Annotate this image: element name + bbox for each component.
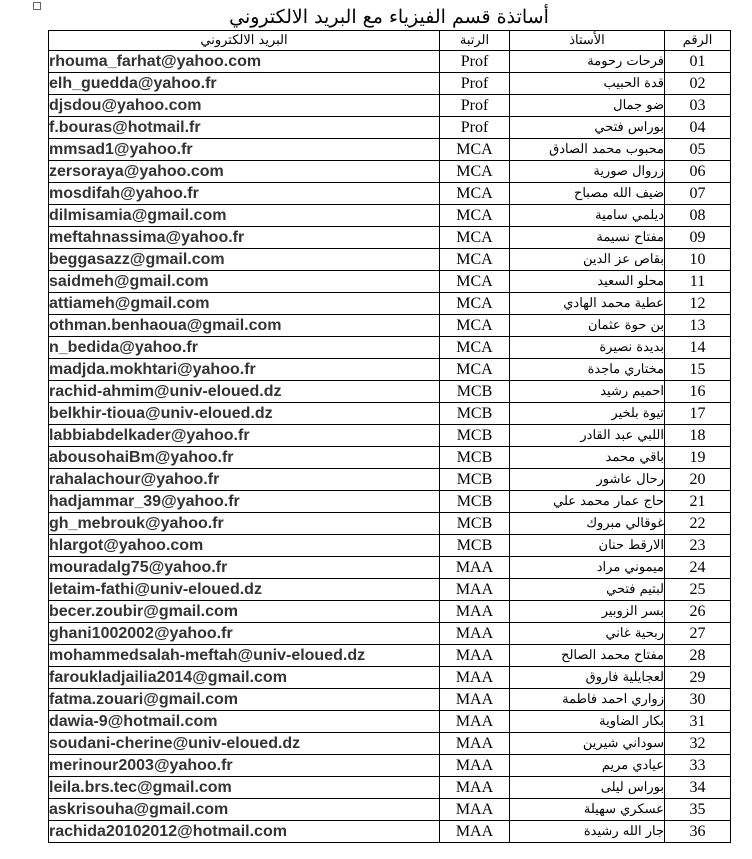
email-cell: dilmisamia@gmail.com <box>49 205 440 227</box>
number-cell: 18 <box>665 425 731 447</box>
name-cell: بسر الزوبير <box>510 601 665 623</box>
email-cell: becer.zoubir@gmail.com <box>49 601 440 623</box>
rank-cell: MCA <box>440 293 510 315</box>
number-cell: 25 <box>665 579 731 601</box>
page-corner-marker <box>33 2 41 10</box>
rank-cell: MCA <box>440 139 510 161</box>
name-cell: مفتاح محمد الصالح <box>510 645 665 667</box>
table-row <box>49 359 731 381</box>
number-cell: 20 <box>665 469 731 491</box>
number-cell: 29 <box>665 667 731 689</box>
rank-cell: MCB <box>440 447 510 469</box>
rank-cell: MAA <box>440 777 510 799</box>
email-cell: othman.benhaoua@gmail.com <box>49 315 440 337</box>
rank-cell: MAA <box>440 557 510 579</box>
number-cell: 33 <box>665 755 731 777</box>
rank-cell: MCB <box>440 425 510 447</box>
name-cell: بقاص عز الدين <box>510 249 665 271</box>
name-cell: قدة الحبيب <box>510 73 665 95</box>
name-cell: مفتاح نسيمة <box>510 227 665 249</box>
email-cell: faroukladjailia2014@gmail.com <box>49 667 440 689</box>
table-body <box>49 51 731 843</box>
rank-cell: Prof <box>440 95 510 117</box>
table-row <box>49 51 731 73</box>
number-cell: 05 <box>665 139 731 161</box>
email-cell: rhouma_farhat@yahoo.com <box>49 51 440 73</box>
name-cell: ضو جمال <box>510 95 665 117</box>
table-row <box>49 117 731 139</box>
table-row <box>49 469 731 491</box>
number-cell: 17 <box>665 403 731 425</box>
rank-cell: MAA <box>440 645 510 667</box>
number-cell: 01 <box>665 51 731 73</box>
table-row <box>49 689 731 711</box>
email-cell: attiameh@gmail.com <box>49 293 440 315</box>
rank-cell: MCB <box>440 381 510 403</box>
name-cell: الارقط حنان <box>510 535 665 557</box>
name-cell: محلو السعيد <box>510 271 665 293</box>
name-cell: بوراس ليلى <box>510 777 665 799</box>
table-row <box>49 733 731 755</box>
table-row <box>49 95 731 117</box>
rank-cell: MCA <box>440 205 510 227</box>
rank-cell: MCB <box>440 469 510 491</box>
table-row <box>49 535 731 557</box>
rank-cell: MCB <box>440 403 510 425</box>
name-cell: احميم رشيد <box>510 381 665 403</box>
email-cell: mohammedsalah-meftah@univ-eloued.dz <box>49 645 440 667</box>
number-cell: 24 <box>665 557 731 579</box>
table-row <box>49 579 731 601</box>
name-cell: بكار الضاوية <box>510 711 665 733</box>
email-cell: saidmeh@gmail.com <box>49 271 440 293</box>
rank-cell: MAA <box>440 667 510 689</box>
number-cell: 12 <box>665 293 731 315</box>
rank-cell: MAA <box>440 733 510 755</box>
table-header-row <box>49 31 731 51</box>
table-row <box>49 557 731 579</box>
name-cell: جار الله رشيدة <box>510 821 665 843</box>
email-cell: djsdou@yahoo.com <box>49 95 440 117</box>
rank-cell: MAA <box>440 711 510 733</box>
email-cell: labbiabdelkader@yahoo.fr <box>49 425 440 447</box>
email-cell: beggasazz@gmail.com <box>49 249 440 271</box>
email-cell: merinour2003@yahoo.fr <box>49 755 440 777</box>
name-cell: لعجايلية فاروق <box>510 667 665 689</box>
table-row <box>49 403 731 425</box>
email-cell: mmsad1@yahoo.fr <box>49 139 440 161</box>
email-cell: n_bedida@yahoo.fr <box>49 337 440 359</box>
number-cell: 26 <box>665 601 731 623</box>
header-rank: الرتبة <box>440 31 510 51</box>
number-cell: 06 <box>665 161 731 183</box>
table-row <box>49 337 731 359</box>
header-number: الرقم <box>665 31 731 51</box>
rank-cell: MAA <box>440 821 510 843</box>
rank-cell: Prof <box>440 51 510 73</box>
name-cell: سوداني شيرين <box>510 733 665 755</box>
staff-email-table <box>48 30 731 843</box>
table-row <box>49 161 731 183</box>
table-row <box>49 491 731 513</box>
name-cell: حاج عمار محمد علي <box>510 491 665 513</box>
email-cell: askrisouha@gmail.com <box>49 799 440 821</box>
number-cell: 30 <box>665 689 731 711</box>
rank-cell: MCB <box>440 513 510 535</box>
header-name: الأستاذ <box>510 31 665 51</box>
name-cell: باقي محمد <box>510 447 665 469</box>
email-cell: rachida20102012@hotmail.com <box>49 821 440 843</box>
email-cell: dawia-9@hotmail.com <box>49 711 440 733</box>
name-cell: بوراس فتحي <box>510 117 665 139</box>
rank-cell: MAA <box>440 623 510 645</box>
rank-cell: MCA <box>440 315 510 337</box>
number-cell: 13 <box>665 315 731 337</box>
number-cell: 34 <box>665 777 731 799</box>
email-cell: rahalachour@yahoo.fr <box>49 469 440 491</box>
table-row <box>49 601 731 623</box>
rank-cell: MAA <box>440 755 510 777</box>
name-cell: ديلمي سامية <box>510 205 665 227</box>
table-row <box>49 425 731 447</box>
table-row <box>49 315 731 337</box>
table-row <box>49 271 731 293</box>
number-cell: 15 <box>665 359 731 381</box>
email-cell: abousohaiBm@yahoo.fr <box>49 447 440 469</box>
email-cell: letaim-fathi@univ-eloued.dz <box>49 579 440 601</box>
table-row <box>49 645 731 667</box>
table-row <box>49 667 731 689</box>
name-cell: مختاري ماجدة <box>510 359 665 381</box>
email-cell: madjda.mokhtari@yahoo.fr <box>49 359 440 381</box>
number-cell: 32 <box>665 733 731 755</box>
table-row <box>49 711 731 733</box>
name-cell: محبوب محمد الصادق <box>510 139 665 161</box>
name-cell: ضيف الله مصباح <box>510 183 665 205</box>
rank-cell: MAA <box>440 689 510 711</box>
table-row <box>49 139 731 161</box>
table-row <box>49 821 731 843</box>
email-cell: leila.brs.tec@gmail.com <box>49 777 440 799</box>
name-cell: ربحية غاني <box>510 623 665 645</box>
number-cell: 21 <box>665 491 731 513</box>
email-cell: elh_guedda@yahoo.fr <box>49 73 440 95</box>
number-cell: 19 <box>665 447 731 469</box>
email-cell: gh_mebrouk@yahoo.fr <box>49 513 440 535</box>
rank-cell: MCA <box>440 337 510 359</box>
number-cell: 10 <box>665 249 731 271</box>
table-row <box>49 777 731 799</box>
rank-cell: MCA <box>440 227 510 249</box>
name-cell: عطية محمد الهادي <box>510 293 665 315</box>
name-cell: بديدة نصيرة <box>510 337 665 359</box>
name-cell: تيوة بلخير <box>510 403 665 425</box>
name-cell: ميموني مراد <box>510 557 665 579</box>
table-row <box>49 249 731 271</box>
rank-cell: MAA <box>440 601 510 623</box>
name-cell: فرحات رحومة <box>510 51 665 73</box>
name-cell: لبتيم فتحي <box>510 579 665 601</box>
number-cell: 07 <box>665 183 731 205</box>
number-cell: 23 <box>665 535 731 557</box>
email-cell: belkhir-tioua@univ-eloued.dz <box>49 403 440 425</box>
number-cell: 28 <box>665 645 731 667</box>
number-cell: 36 <box>665 821 731 843</box>
table-row <box>49 227 731 249</box>
rank-cell: Prof <box>440 73 510 95</box>
email-cell: rachid-ahmim@univ-eloued.dz <box>49 381 440 403</box>
email-cell: hlargot@yahoo.com <box>49 535 440 557</box>
rank-cell: MAA <box>440 579 510 601</box>
number-cell: 27 <box>665 623 731 645</box>
email-cell: mouradalg75@yahoo.fr <box>49 557 440 579</box>
number-cell: 04 <box>665 117 731 139</box>
table-row <box>49 799 731 821</box>
number-cell: 14 <box>665 337 731 359</box>
document-title: أساتذة قسم الفيزياء مع البريد الالكتروني <box>229 6 549 28</box>
email-cell: soudani-cherine@univ-eloued.dz <box>49 733 440 755</box>
header-email: البريد الالكتروني <box>49 31 440 51</box>
number-cell: 35 <box>665 799 731 821</box>
number-cell: 08 <box>665 205 731 227</box>
table-row <box>49 447 731 469</box>
email-cell: f.bouras@hotmail.fr <box>49 117 440 139</box>
table-row <box>49 293 731 315</box>
table-row <box>49 755 731 777</box>
rank-cell: MCA <box>440 271 510 293</box>
number-cell: 16 <box>665 381 731 403</box>
email-cell: meftahnassima@yahoo.fr <box>49 227 440 249</box>
name-cell: غوقالي مبروك <box>510 513 665 535</box>
number-cell: 22 <box>665 513 731 535</box>
rank-cell: MCA <box>440 249 510 271</box>
table-row <box>49 183 731 205</box>
email-cell: hadjammar_39@yahoo.fr <box>49 491 440 513</box>
email-cell: fatma.zouari@gmail.com <box>49 689 440 711</box>
name-cell: بن حوة عثمان <box>510 315 665 337</box>
rank-cell: MCA <box>440 161 510 183</box>
number-cell: 03 <box>665 95 731 117</box>
name-cell: زروال صورية <box>510 161 665 183</box>
table-row <box>49 205 731 227</box>
number-cell: 09 <box>665 227 731 249</box>
number-cell: 11 <box>665 271 731 293</box>
table-row <box>49 73 731 95</box>
email-cell: mosdifah@yahoo.fr <box>49 183 440 205</box>
name-cell: رحال عاشور <box>510 469 665 491</box>
rank-cell: MCA <box>440 359 510 381</box>
email-cell: ghani1002002@yahoo.fr <box>49 623 440 645</box>
name-cell: عسكري سهيلة <box>510 799 665 821</box>
table-row <box>49 513 731 535</box>
rank-cell: Prof <box>440 117 510 139</box>
rank-cell: MCB <box>440 491 510 513</box>
table-row <box>49 623 731 645</box>
name-cell: عيادي مريم <box>510 755 665 777</box>
rank-cell: MCA <box>440 183 510 205</box>
table-row <box>49 381 731 403</box>
rank-cell: MAA <box>440 799 510 821</box>
rank-cell: MCB <box>440 535 510 557</box>
email-cell: zersoraya@yahoo.com <box>49 161 440 183</box>
name-cell: زواري احمد فاطمة <box>510 689 665 711</box>
number-cell: 31 <box>665 711 731 733</box>
number-cell: 02 <box>665 73 731 95</box>
name-cell: اللبي عبد القادر <box>510 425 665 447</box>
